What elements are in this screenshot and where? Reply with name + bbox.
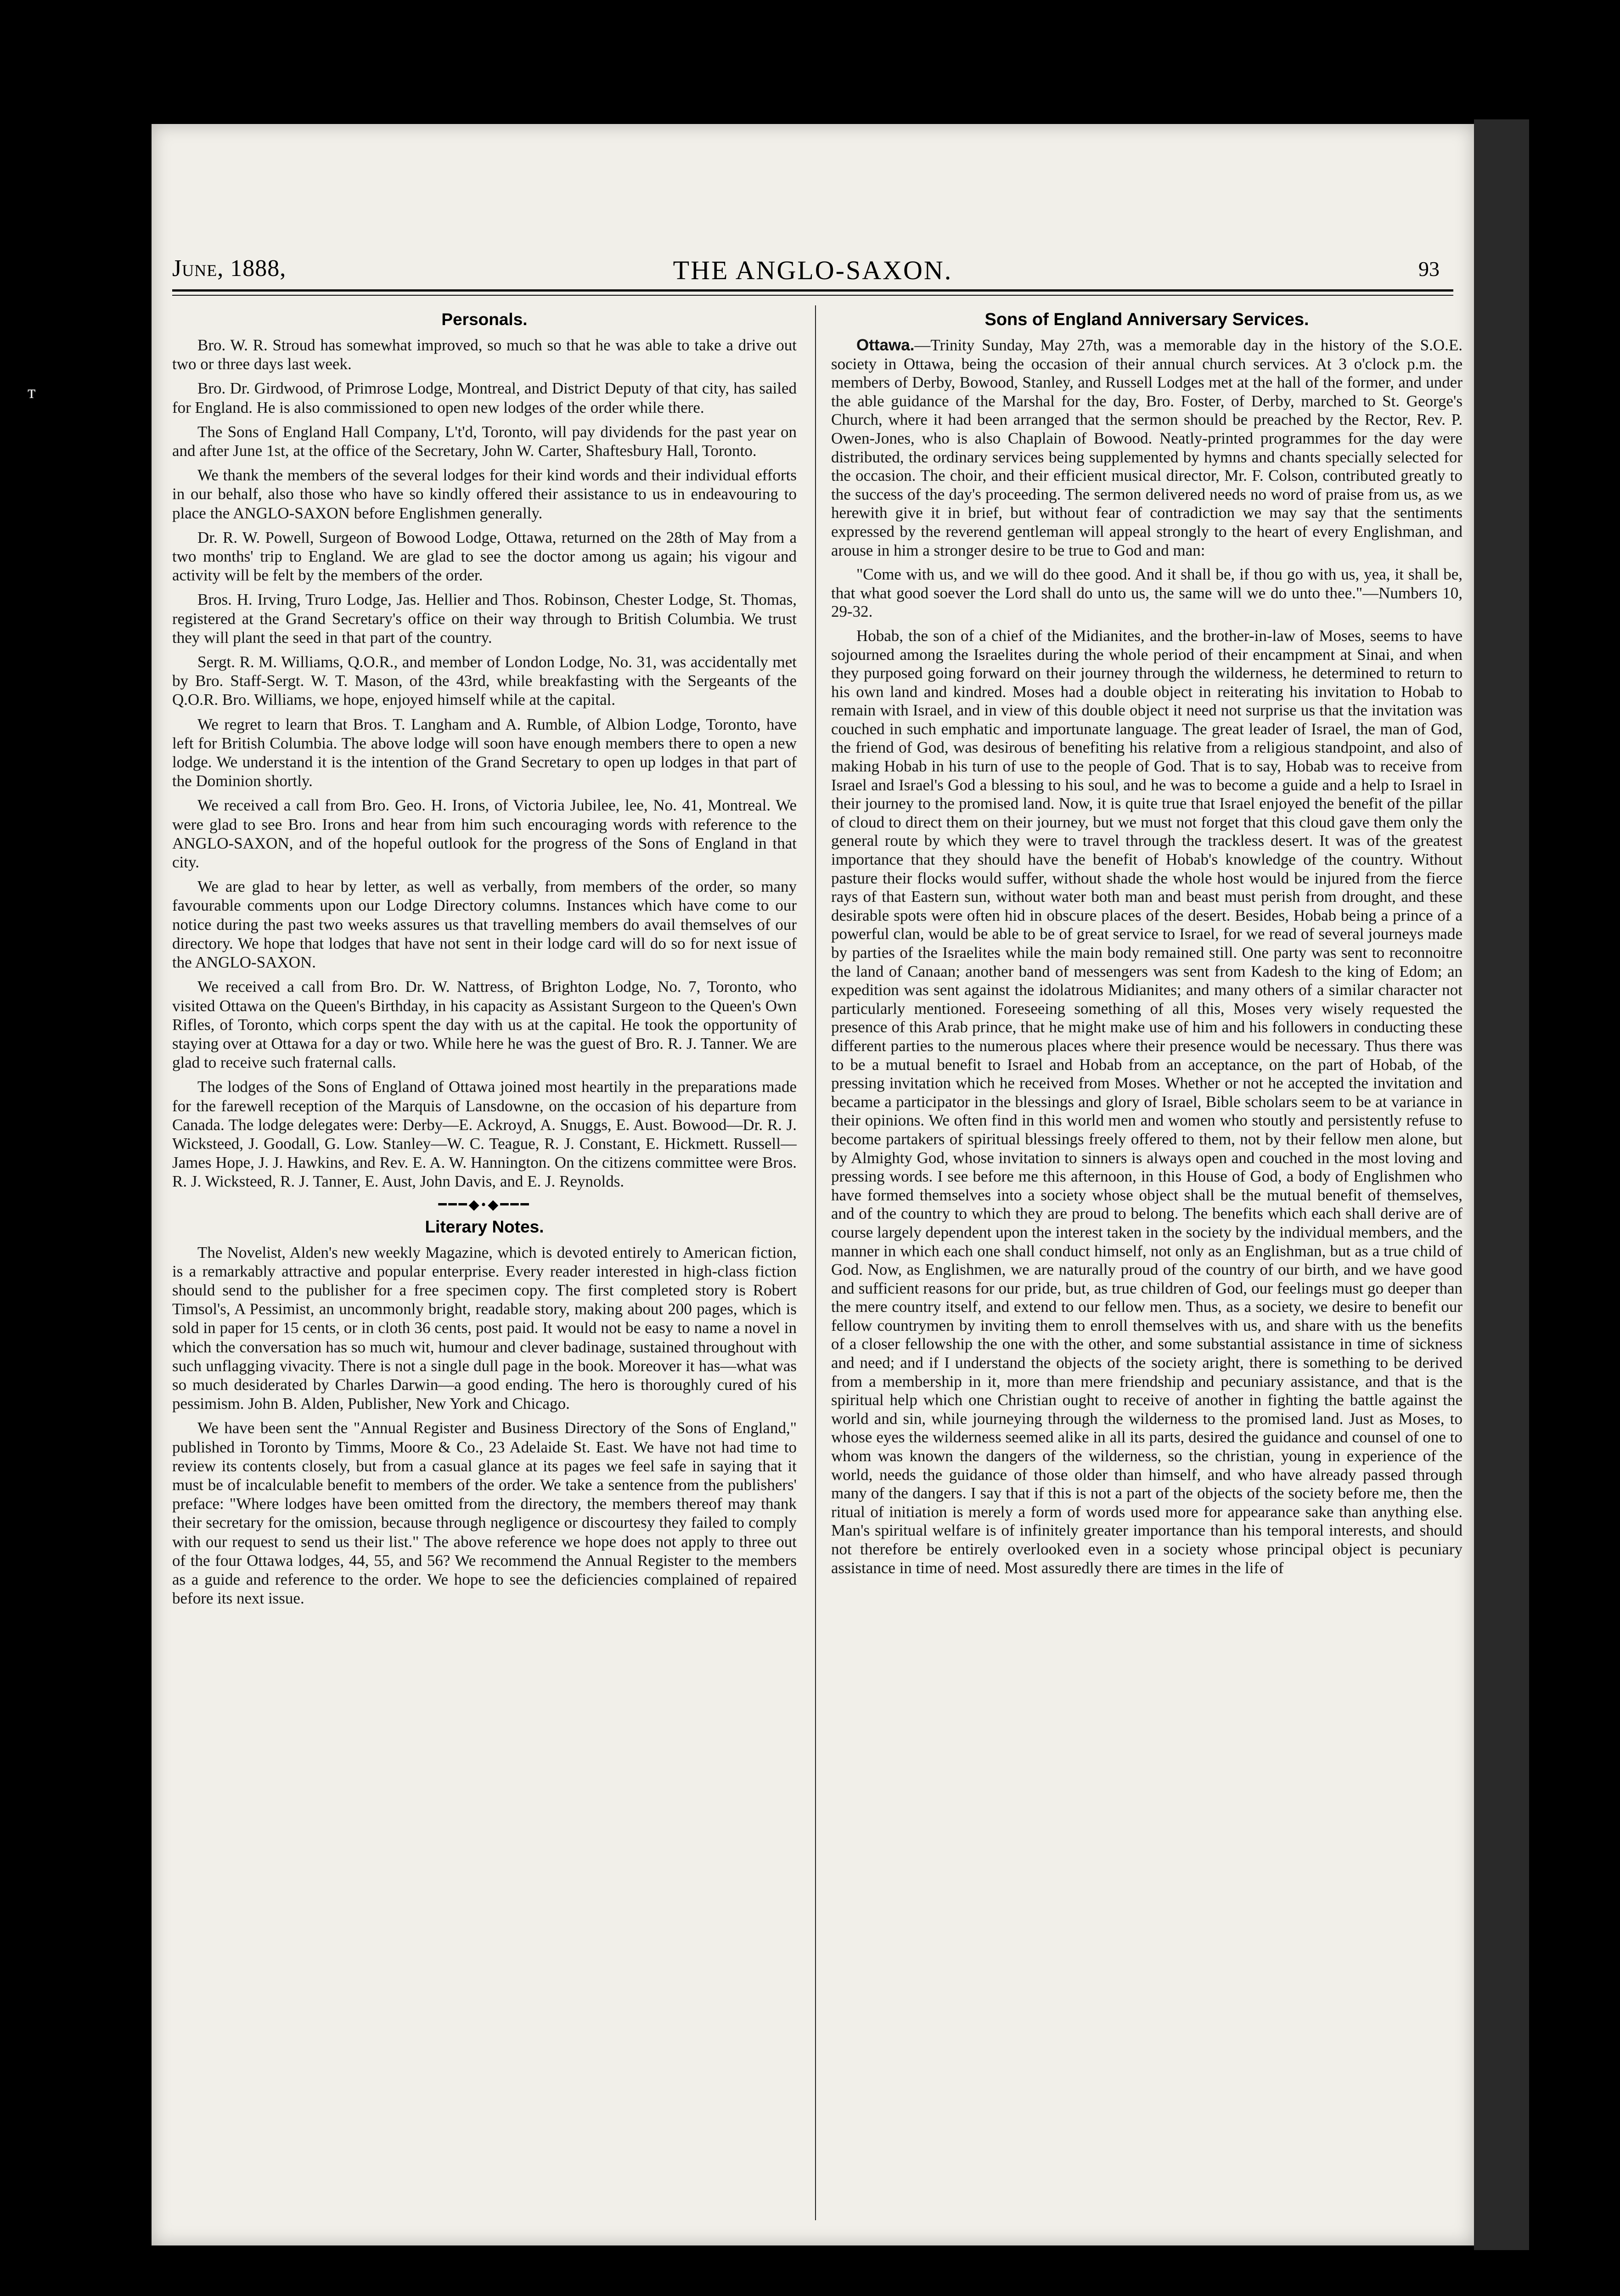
- personal-item: We received a call from Bro. Dr. W. Nattress, of Brighton Lodge, No. 7, Toronto, who visited Ottawa on the Queen's Birthday, in his capacity as Assistant Surgeon to the Queen's Own Rifles, of Toronto, which corps spent the day with us at the capital. He took the opportunity of staying over at Ottawa for a day or two. While here he was the guest of Bro. R. J. Tanner. We are glad to receive such fraternal calls.: [172, 978, 797, 1072]
- newspaper-page: [152, 124, 1474, 2245]
- sermon-paragraph: Hobab, the son of a chief of the Midianites, and the brother-in-law of Moses, seems to have sojourned among the Israelites during the whole period of their encampment at Sinai, and when they purposed going forward on their journey through the wilderness, he determined to return to his own land and kindred. Moses had a double object in reiterating his invitation to Hobab to remain with Israel, and in view of this double object it need not surprise us that the invitation was couched in such emphatic and importunate language. The great leader of Israel, the man of God, the friend of God, was desirous of benefiting his relative from a religious standpoint, and also of making Hobab in his turn of use to the people of God. That is to say, Hobab was to receive from Israel and Israel's God a blessing to his soul, and he was to become a guide and a help to Israel in their journey to the promised land. Now, it is quite true that Israel enjoyed the benefit of the pillar of cloud to direct them on their journey, but we must not forget that this cloud gave them only the general route by which they were to travel through the trackless desert. It was of the greatest importance that they should have the benefit of Hobab's knowledge of the country. Without pasture their flocks would suffer, without shade the whole host would be injured from the fierce rays of that Eastern sun, without water both man and beast must perish from drought, and these desirable spots were often hid in obscure places of the desert. Besides, Hobab being a prince of a powerful clan, would be able to be of great service to Israel, for we read of several journeys made by parties of the Israelites while the main body remained still. One party was sent to reconnoitre the land of Canaan; another band of messengers was sent from Kadesh to the king of Edom; an expedition was sent against the idolatrous Midianites; and many others of a similar character not particularly mentioned. Foreseeing something of all this, Moses very wisely requested the presence of this Arab prince, that he might make use of him and his followers in conducting these different parties to the numerous places where their presence would be necessary. Thus there was to be a mutual benefit to Israel and Hobab from an acceptance, on the part of Hobab, of the pressing invitation which he received from Moses. Whether or not he accepted the invitation and became a participator in the blessings and glory of Israel, Bible scholars seem to be at variance in their opinions. We often find in this world men and women who stoutly and persistently refuse to become partakers of spiritual blessings freely offered to them, not by their fellow men alone, but by Almighty God, whose invitation to sinners is always open and couched in the most loving and pressing words. I see before me this afternoon, in this House of God, a body of Englishmen who have formed themselves into a society whose object shall be the mutual benefit of themselves, and of the country to which they are proud to belong. The benefits which each shall derive are of course largely dependent upon the interest taken in the society by the individual members, and the manner in which each one shall conduct himself, not only as an Englishman, but as a true child of God. Now, as Englishmen, we are naturally proud of the country of our birth, and we have good and sufficient reasons for our pride, but, as true children of God, our feelings must go deeper than the mere country itself, and extend to our fellow men. Thus, as a society, we desire to benefit our fellow countrymen by inviting them to enroll themselves with us, and share with us the benefits of a closer fellowship the one with the other, and some substantial assistance in time of sickness and need; and if I understand the objects of the society aright, there is something to be derived from a membership in it, more than mere friendship and pecuniary assistance, and that is the spiritual help which one Christian ought to receive of another in fighting the battle against the world and sin, while journeying through the wilderness to the promised land. Just as Moses, to whose eyes the wilderness seemed alike in all its parts, desired the guidance and counsel of one to whom was known the dangers of the wilderness, so the christian, young in experience of the world, needs the guidance of those older than himself, and who have already passed through many of the dangers. I say that if this is not a part of the objects of the society before me, then the ritual of initiation is merely a form of words used more for appearance sake than anything else. Man's spiritual welfare is of infinitely greater importance than his temporal interests, and should not therefore be entirely overlooked even in a society whose principal object is pecuniary assistance in time of need. Most assuredly there are times in the life of: [831, 626, 1462, 1577]
- scripture-quote: "Come with us, and we will do thee good. And it shall be, if thou go with us, yea, it shall be, that what good soever the Lord shall do unto us, the same will we do unto thee."—Numbers 10, 29-32.: [831, 565, 1462, 621]
- issue-date: June, 1888,: [172, 255, 287, 281]
- personal-item: Dr. R. W. Powell, Surgeon of Bowood Lodge, Ottawa, returned on the 28th of May from a two months' trip to England. We are glad to see the doctor among us again; his vigour and activity will be felt by the members of the order.: [172, 528, 797, 585]
- personals-heading: Personals.: [441, 310, 528, 329]
- right-column: [831, 305, 1462, 2225]
- dateline: Ottawa.: [856, 336, 915, 354]
- literary-note: We have been sent the "Annual Register and Business Directory of the Sons of England," published in Toronto by Timms, Moore & Co., 23 Adelaide St. East. We have not had time to review its contents closely, but from a casual glance at its pages we feel safe in saying that it must be of incalculable benefit to members of the order. We take a sentence from the publishers' preface: "Where lodges have been omitted from the directory, the members thereof may thank their secretary for the omission, because through negligence or discourtesy they failed to comply with our request to send us their list." The above reference we hope does not apply to three out of the four Ottawa lodges, 44, 55, and 56? We recommend the Annual Register to the members as a guide and reference to the order. We hope to see the deficiencies complained of repaired before its next issue.: [172, 1419, 797, 1608]
- page-header: [172, 255, 1453, 285]
- literary-notes-heading: Literary Notes.: [425, 1217, 544, 1236]
- personal-item: We thank the members of the several lodges for their kind words and their individual efforts in our behalf, also those who have so kindly offered their assistance to us in endeavouring to place the ANGLO-SAXON before Englishmen generally.: [172, 466, 797, 522]
- personal-item: We are glad to hear by letter, as well as verbally, from members of the order, so many favourable comments upon our Lodge Directory columns. Instances which have come to our notice during the past two weeks assures us that travelling members do avail themselves of our directory. We hope that lodges that have not sent in their lodge card will do so for next issue of the ANGLO-SAXON.: [172, 878, 797, 972]
- scan-mark: ᴛ: [28, 382, 36, 402]
- personal-item: We regret to learn that Bros. T. Langham and A. Rumble, of Albion Lodge, Toronto, have left for British Columbia. The above lodge will soon have enough members there to open a new lodge. We understand it is the intention of the Grand Secretary to open up lodges in that part of the Dominion shortly.: [172, 715, 797, 790]
- column-divider: [815, 305, 816, 2220]
- header-rule: [172, 289, 1453, 292]
- literary-note: The Novelist, Alden's new weekly Magazine, which is devoted entirely to American fiction, is a remarkably attractive and popular enterprise. Every reader interested in high-class fiction should send to the publisher for a free specimen copy. The first completed story is Robert Timsol's, A Pessimist, an uncommonly bright, readable story, making about 200 pages, which is sold in paper for 15 cents, or in cloth 36 cents, post paid. It would not be easy to name a novel in which the conversation has so much wit, humour and clever badinage, sustained throughout with such unflagging vivacity. There is not a single dull page in the book. Moreover it has—what was so much desiderated by Charles Darwin—a good ending. The hero is thoroughly cured of his pessimism. John B. Alden, Publisher, New York and Chicago.: [172, 1243, 797, 1413]
- article-paragraph: [831, 336, 1462, 560]
- left-column: [172, 305, 797, 2225]
- header-rule-thin: [172, 295, 1453, 296]
- personal-item: Bros. H. Irving, Truro Lodge, Jas. Hellier and Thos. Robinson, Chester Lodge, St. Thomas, registered at the Grand Secretary's office on their way through to British Columbia. We trust they will plant the seed in that part of the country.: [172, 591, 797, 647]
- personal-item: The Sons of England Hall Company, L't'd, Toronto, will pay dividends for the past year on and after June 1st, at the office of the Secretary, John W. Carter, Shaftesbury Hall, Toronto.: [172, 422, 797, 460]
- personal-item: The lodges of the Sons of England of Ottawa joined most heartily in the preparations made for the farewell reception of the Marquis of Lansdowne, on the occasion of his departure from Canada. The lodge delegates were: Derby—E. Ackroyd, A. Snuggs, E. Aust. Bowood—Dr. R. J. Wicksteed, J. Goodall, G. Low. Stanley—W. C. Teague, R. J. Constant, E. Hickmett. Russell—James Hope, J. J. Hawkins, and Rev. E. A. W. Hannington. On the citizens committee were Bros. R. J. Wicksteed, R. J. Tanner, E. Aust, John Davis, and E. J. Reynolds.: [172, 1078, 797, 1191]
- personal-item: Sergt. R. M. Williams, Q.O.R., and member of London Lodge, No. 31, was accidentally met by Bro. Staff-Sergt. W. T. Mason, of the 43rd, while breakfasting with the Sergeants of the Q.O.R. Bro. Williams, we hope, enjoyed himself while at the capital.: [172, 653, 797, 709]
- article-text: —Trinity Sunday, May 27th, was a memorable day in the history of the S.O.E. society in Ottawa, being the occasion of their annual church services. At 3 o'clock p.m. the members of Derby, Bowood, Stanley, and Russell Lodges met at the hall of the former, and under the able guidance of the Marshal for the day, Bro. Foster, of Derby, marched to St. George's Church, where it had been arranged that the sermon should be preached by the Rector, Rev. P. Owen-Jones, who is also Chaplain of Bowood. Neatly-printed programmes for the day were distributed, the ordinary services being supplemented by hymns and chants specially selected for the occasion. The choir, and their efficient musical director, Mr. F. Colson, contributed greatly to the success of the day's proceeding. The sermon delivered needs no word of praise from us, as we herewith give it in brief, but without fear of contradiction we may say that the sentiments expressed by the reverend gentleman will appeal strongly to the heart of every Englishman, and arouse in him a stronger desire to be true to God and man:: [831, 336, 1462, 559]
- publication-title: THE ANGLO-SAXON.: [673, 255, 953, 285]
- scan-border: [1474, 119, 1529, 2250]
- personal-item: Bro. W. R. Stroud has somewhat improved, so much so that he was able to take a drive out two or three days last week.: [172, 336, 797, 373]
- section-divider: ━━━◆•◆━━━: [438, 1197, 531, 1212]
- page-number: 93: [1418, 257, 1440, 281]
- anniversary-services-heading: Sons of England Anniversary Services.: [984, 310, 1309, 329]
- personal-item: We received a call from Bro. Geo. H. Irons, of Victoria Jubilee, lee, No. 41, Montreal. We were glad to see Bro. Irons and hear from him such encouraging words with reference to the ANGLO-SAXON, and of the hopeful outlook for the progress of the Sons of England in that city.: [172, 796, 797, 872]
- personal-item: Bro. Dr. Girdwood, of Primrose Lodge, Montreal, and District Deputy of that city, has sailed for England. He is also commissioned to open new lodges of the order while there.: [172, 379, 797, 416]
